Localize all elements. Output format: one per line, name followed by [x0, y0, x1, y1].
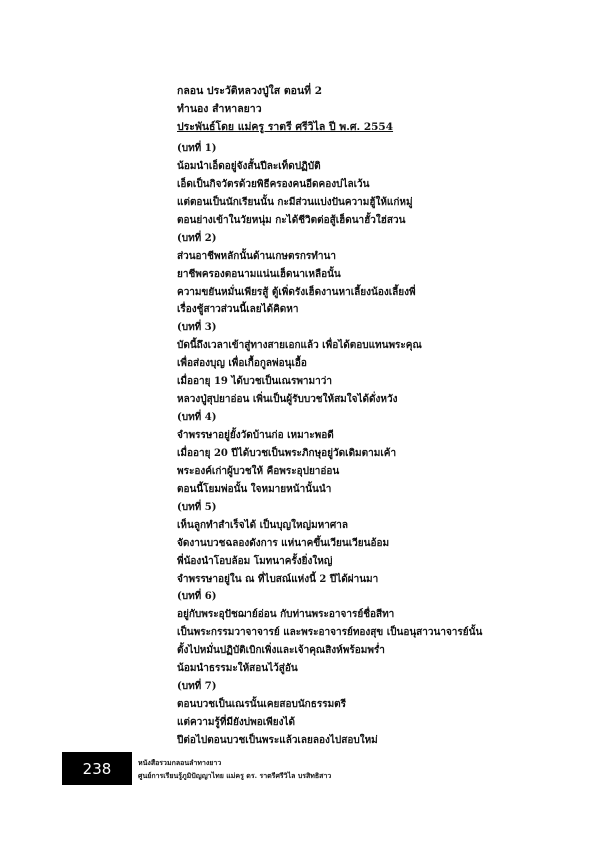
poem-line: พี่น้องนำโอบล้อม โมทนาครั้งยิ่งใหญ่ [177, 555, 333, 567]
poem-header [177, 82, 557, 136]
poem-title: กลอน ประวัติหลวงปู่ใส ตอนที่ 2 [177, 85, 323, 97]
poem-line: เป็นพระกรรมวาจาจารย์ และพระอาจารย์ทองสุข เป็นอนุสาวนาจารย์นั้น [177, 627, 483, 639]
poem-line: จำพรรษาอยู่ใน ณ ที่ไบสณ์แห่งนี้ 2 ปีได้ผ่านมา [177, 573, 379, 585]
stanza-heading: (บทที่ 4) [177, 412, 217, 424]
poem-line: แต่ความรู้ที่มียังบ่พอเพียงได้ [177, 717, 295, 728]
poem-line: ส่วนอาชีพหลักนั้นด้านเกษตรกรทำนา [177, 250, 336, 262]
poem-line: อยู่กับพระอุปัชฌาย์อ่อน กับท่านพระอาจารย์ชื่อสีทา [177, 609, 395, 621]
footer-organization: ศูนย์การเรียนรู้ภูมิปัญญาไทย แม่ครู ดร. ราตรีศรีวิไล บรสิทธิสาว [138, 771, 332, 780]
poem-line: บัดนี้ถึงเวลาเข้าสู่ทางสายเอกแล้ว เพื่อได้ตอบแทนพระคุณ [177, 340, 422, 352]
stanza-heading: (บทที่ 5) [177, 501, 217, 513]
footer-book-title: หนังสือรวมกลอนลำทางยาว [138, 758, 222, 767]
poem-melody: ทำนอง สำหาลยาว [177, 103, 262, 115]
poem-line: เอ็ดเป็นกิจวัตรด้วยพิธีครองคนอีดคองบ่ไลเว้น [177, 178, 370, 190]
poem-line: น้อมนำเอ็ดอยู่จังสั้นปีละเท็ดปฏิบัติ [177, 160, 321, 172]
page-number: 238 [62, 752, 132, 785]
poem-line: เมื่ออายุ 20 ปีได้บวชเป็นพระภิกษุอยู่วัดเดิมตามเค้า [177, 447, 397, 459]
poem-line: ปีต่อไปตอนบวชเป็นพระแล้วเลยลองไปสอบใหม่ [177, 734, 378, 746]
poem-line: เห็นลูกทำสำเร็จได้ เป็นบุญใหญ่มหาศาล [177, 519, 348, 531]
poem-line: ตอนย่างเข้าในวัยหนุ่ม กะได้ชีวิตต่อสู้เฮ็ดนาฮั้วใฮ่สวน [177, 214, 406, 226]
poem-line: เพื่อส่องบุญ เพื่อเกื้อกูลพ่อนุเอื้อ [177, 358, 307, 370]
poem-line: ตอนนี้โยมพ่อนั้น ใจหมายหน้านั้นนำ [177, 483, 332, 495]
poem-line: แต่ตอนเป็นนักเรียนนั้น กะมีส่วนแบ่งปันความฮู้ให้แก่หมู่ [177, 196, 413, 208]
poem-line: ยาชีพครองตอนามแน่นเฮ็ดนาเหลือนั้น [177, 268, 341, 280]
poem-line: เรื่องชู้สาวส่วนนี้เลยได้คิดหา [177, 304, 299, 316]
poem-line: หลวงปู่สุปยาอ่อน เพิ่นเป็นผู้รับบวชให้สมใจได้ดั่งหวัง [177, 394, 398, 406]
poem-line: จำพรรษาอยู่ยั้งวัดบ้านก่อ เหมาะพอดี [177, 430, 334, 441]
stanza-heading: (บทที่ 6) [177, 591, 217, 603]
poem-line: ความขยันหมั่นเพียรสู้ ตู้เพิ่ดรังเฮ็ดงานหาเลี้ยงน้องเลี้ยงพี่ [177, 286, 416, 298]
poem-line: จัดงานบวชฉลองดังการ แห่นาคขึ้นเวียนเวียนอ้อม [177, 537, 390, 549]
stanza-heading: (บทที่ 2) [177, 232, 217, 244]
poem-line: น้อมนำธรรมะให้สอนไว้สู่อัน [177, 663, 298, 675]
poem-author: ประพันธ์โดย แม่ครู ราตรี ศรีวิไล ปี พ.ศ. 2554 [177, 121, 394, 133]
poem-line: ตั้งไปหมั่นปฏิบัติเบิกเพิ่งและเจ้าคุณสิงห์พร้อมพร่ำ [177, 645, 385, 657]
poem-body [177, 140, 577, 750]
poem-line: ตอนบวชเป็นเณรนั้นเคยสอบนักธรรมตรี [177, 699, 347, 711]
stanza-heading: (บทที่ 7) [177, 681, 217, 693]
poem-line: พระองค์เก่าผู้บวชให้ คือพระอุปยาอ่อน [177, 465, 340, 477]
poem-line: เมื่ออายุ 19 ได้บวชเป็นเณรพามาว่า [177, 376, 332, 388]
stanza-heading: (บทที่ 1) [177, 143, 217, 154]
page-footer [138, 756, 438, 782]
stanza-heading: (บทที่ 3) [177, 322, 217, 334]
